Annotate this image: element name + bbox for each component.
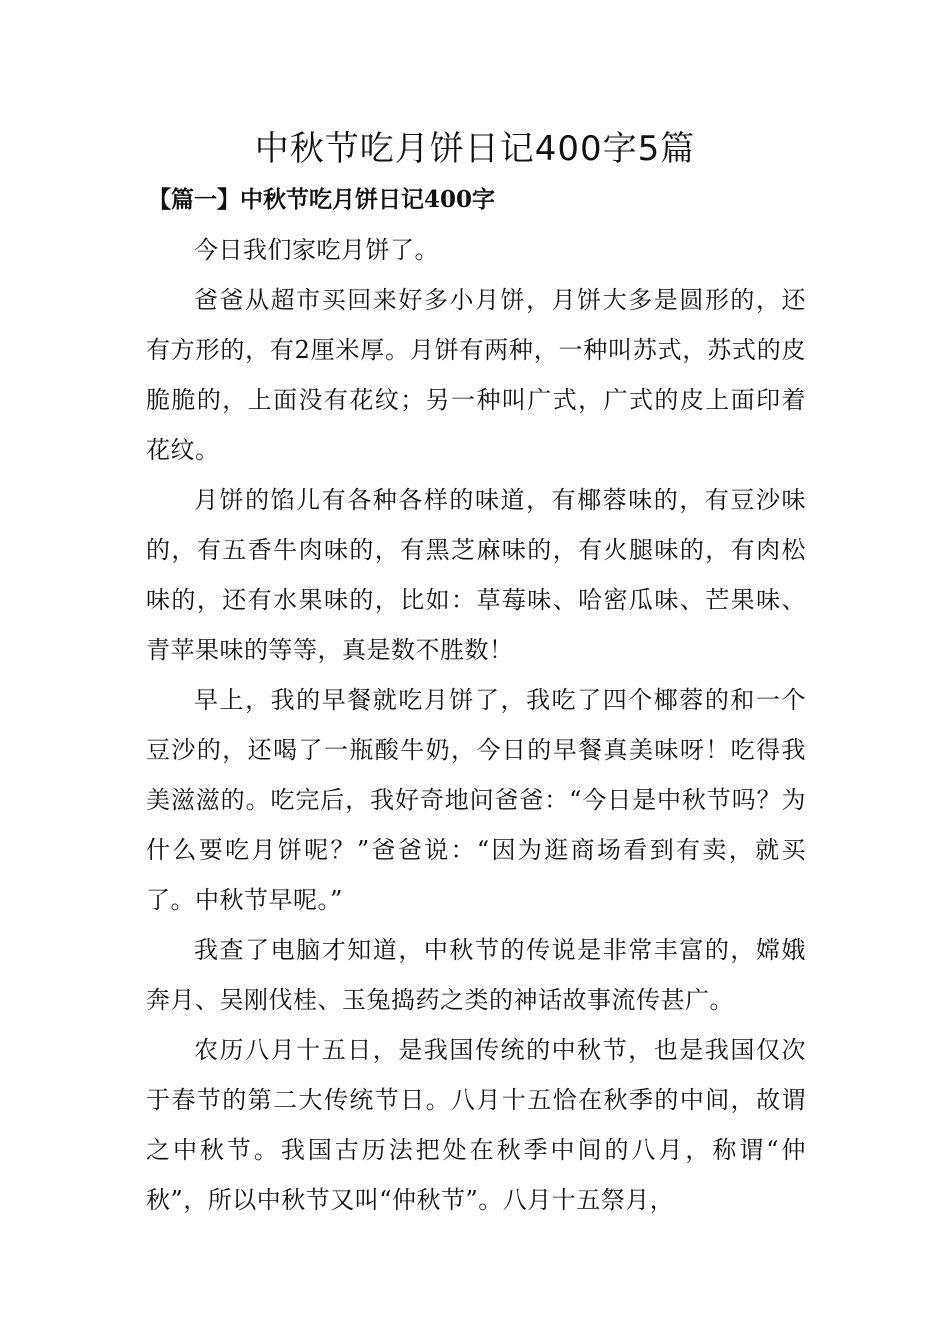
paragraph: 我查了电脑才知道，中秋节的传说是非常丰富的，嫦娥奔月、吴刚伐桂、玉兔捣药之类的神话故事流传甚广。 [146,936,806,1014]
paragraph: 月饼的馅儿有各种各样的味道，有椰蓉味的，有豆沙味的，有五香牛肉味的，有黑芝麻味的，有火腿味的，有肉松味的，还有水果味的，比如：草莓味、哈密瓜味、芒果味、青苹果味的等等，真是数不胜数！ [146,486,806,664]
section-heading: 【篇一】中秋节吃月饼日记400字 [148,186,496,213]
paragraph: 今日我们家吃月饼了。 [194,236,439,264]
paragraph: 农历八月十五日，是我国传统的中秋节，也是我国仅次于春节的第二大传统节日。八月十五恰在秋季的中间，故谓之中秋节。我国古历法把处在秋季中间的八月，称谓“仲秋”，所以中秋节又叫“仲秋节”。八月十五祭月， [146,1036,806,1214]
article-body [146,225,806,1225]
paragraph: 早上，我的早餐就吃月饼了，我吃了四个椰蓉的和一个豆沙的，还喝了一瓶酸牛奶，今日的早餐真美味呀！吃得我美滋滋的。吃完后，我好奇地问爸爸：“今日是中秋节吗？为什么要吃月饼呢？”爸爸说：“因为逛商场看到有卖，就买了。中秋节早呢。” [146,686,806,914]
paragraph: 爸爸从超市买回来好多小月饼，月饼大多是圆形的，还有方形的，有2厘米厚。月饼有两种，一种叫苏式，苏式的皮脆脆的，上面没有花纹；另一种叫广式，广式的皮上面印着花纹。 [146,286,806,464]
document-title: 中秋节吃月饼日记400字5篇 [254,129,696,169]
